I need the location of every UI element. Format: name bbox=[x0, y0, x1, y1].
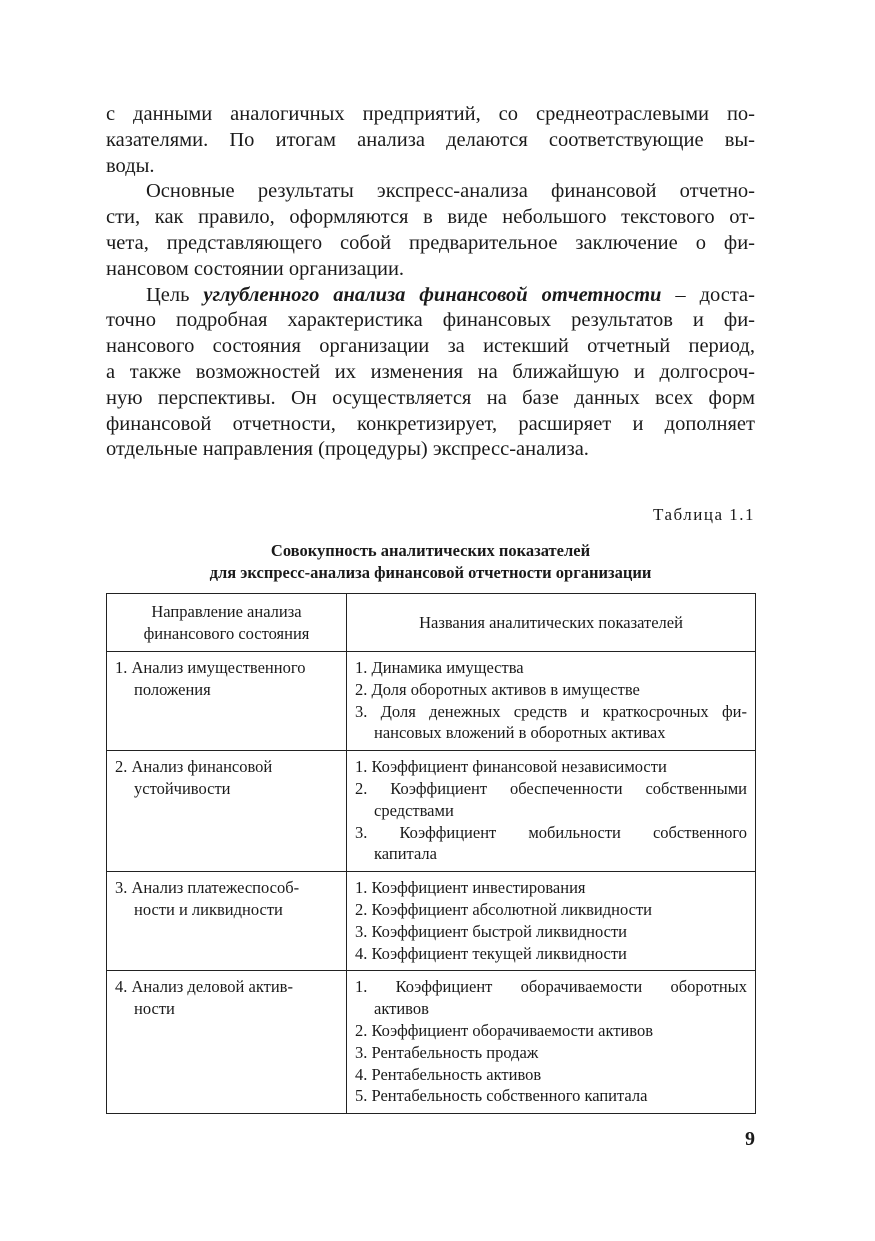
indicator-item bbox=[355, 657, 747, 679]
direction-line: ности и ликвидности bbox=[134, 899, 283, 919]
indicator-item bbox=[355, 877, 747, 899]
indicator-line: нансовых вложений в оборотных активах bbox=[374, 723, 666, 743]
indicator-item bbox=[355, 976, 747, 1020]
indicator-line: 4. Рентабельность активов bbox=[355, 1064, 542, 1084]
indicators-table bbox=[106, 593, 756, 1114]
direction-line: устойчивости bbox=[134, 778, 231, 798]
paragraph bbox=[106, 283, 755, 464]
text-line: финансовой отчетности, конкретизирует, расширяет и дополняет bbox=[106, 412, 755, 435]
indicator-line: капитала bbox=[374, 844, 437, 864]
text-line: с данными аналогичных предприятий, со среднеотраслевыми по- bbox=[106, 103, 755, 125]
indicator-line: 1. Динамика имущества bbox=[355, 658, 524, 677]
direction-line: 2. Анализ финансовой bbox=[115, 757, 273, 777]
table-row bbox=[107, 652, 756, 751]
text-line: точно подробная характеристика финансовых результатов и фи- bbox=[106, 309, 755, 332]
paragraph bbox=[106, 179, 755, 282]
text-line: отдельные направления (процедуры) экспресс-анализа. bbox=[106, 438, 589, 461]
indicator-line: 3. Коэффициент мобильности собственного bbox=[355, 822, 747, 842]
indicator-line: 5. Рентабельность собственного капитала bbox=[355, 1086, 648, 1106]
indicator-item bbox=[355, 679, 747, 701]
paragraph bbox=[106, 102, 755, 179]
direction-line: 4. Анализ деловой актив- bbox=[115, 977, 293, 997]
body-text bbox=[106, 102, 755, 463]
indicator-item bbox=[355, 899, 747, 921]
indicator-item bbox=[355, 1020, 747, 1042]
indicator-item bbox=[355, 701, 747, 745]
indicator-line: 2. Коэффициент оборачиваемости активов bbox=[355, 1020, 654, 1040]
page-number: 9 bbox=[745, 1128, 755, 1150]
indicator-line: 1. Коэффициент финансовой независимости bbox=[355, 757, 667, 777]
indicator-line: 1. Коэффициент оборачиваемости оборотных bbox=[355, 977, 747, 997]
table-caption bbox=[106, 540, 755, 584]
direction-cell bbox=[107, 872, 347, 971]
text-line: воды. bbox=[106, 154, 155, 177]
table-label: Таблица 1.1 bbox=[653, 505, 755, 524]
direction-cell bbox=[107, 652, 347, 751]
indicator-line: средствами bbox=[374, 800, 454, 820]
indicator-line: 2. Доля оборотных активов в имуществе bbox=[355, 679, 640, 699]
indicator-item bbox=[355, 778, 747, 822]
text-line: Цель углубленного анализа финансовой отчетности – доста- bbox=[146, 283, 755, 306]
direction-line: 3. Анализ платежеспособ- bbox=[115, 878, 300, 898]
indicator-line: 4. Коэффициент текущей ликвидности bbox=[355, 943, 627, 963]
direction-line: ности bbox=[134, 999, 175, 1019]
indicator-item bbox=[355, 1042, 747, 1064]
text-line: сти, как правило, оформляются в виде небольшого текстового от- bbox=[106, 206, 755, 229]
direction-cell bbox=[107, 751, 347, 872]
indicators-cell bbox=[347, 971, 756, 1114]
header-line: финансового состояния bbox=[143, 623, 310, 643]
indicator-line: 3. Доля денежных средств и краткосрочных фи- bbox=[355, 701, 747, 721]
indicator-line: 2. Коэффициент абсолютной ликвидности bbox=[355, 899, 652, 919]
direction-line: 1. Анализ имущественного bbox=[115, 658, 306, 677]
table-row bbox=[107, 872, 756, 971]
indicator-item bbox=[355, 822, 747, 866]
indicator-item bbox=[355, 921, 747, 943]
indicator-item bbox=[355, 1064, 747, 1086]
indicators-cell bbox=[347, 872, 756, 971]
text-line: нансового состояния организации за истекший отчетный период, bbox=[106, 335, 755, 358]
header-line: Направление анализа bbox=[151, 601, 302, 621]
indicator-line: активов bbox=[374, 999, 429, 1019]
caption-line: для экспресс-анализа финансовой отчетности организации bbox=[209, 563, 652, 582]
indicators-cell bbox=[347, 751, 756, 872]
text-line: ную перспективы. Он осуществляется на базе данных всех форм bbox=[106, 386, 755, 409]
indicator-line: 3. Коэффициент быстрой ликвидности bbox=[355, 921, 628, 941]
indicator-item bbox=[355, 756, 747, 778]
emphasis-term: углубленного анализа финансовой отчетности bbox=[203, 283, 662, 306]
text-line: а также возможностей их изменения на ближайшую и долгосроч- bbox=[106, 360, 755, 383]
text-line: нансовом состоянии организации. bbox=[106, 257, 405, 280]
text-line: казателями. По итогам анализа делаются соответствующие вы- bbox=[106, 128, 755, 151]
direction-line: положения bbox=[134, 679, 211, 699]
caption-line: Совокупность аналитических показателей bbox=[270, 541, 591, 560]
indicator-item bbox=[355, 1085, 747, 1107]
text-line: Основные результаты экспресс-анализа финансовой отчетно- bbox=[146, 180, 755, 203]
direction-cell bbox=[107, 971, 347, 1114]
table-row bbox=[107, 751, 756, 872]
header-indicators: Названия аналитических показателей bbox=[347, 594, 756, 652]
indicator-item bbox=[355, 943, 747, 965]
indicator-line: 1. Коэффициент инвестирования bbox=[355, 878, 586, 898]
indicators-cell bbox=[347, 652, 756, 751]
indicator-line: 3. Рентабельность продаж bbox=[355, 1042, 539, 1062]
table-row bbox=[107, 971, 756, 1114]
header-direction bbox=[107, 594, 347, 652]
text-line: чета, представляющего собой предварительное заключение о фи- bbox=[106, 231, 755, 254]
indicator-line: 2. Коэффициент обеспеченности собственными bbox=[355, 778, 747, 798]
